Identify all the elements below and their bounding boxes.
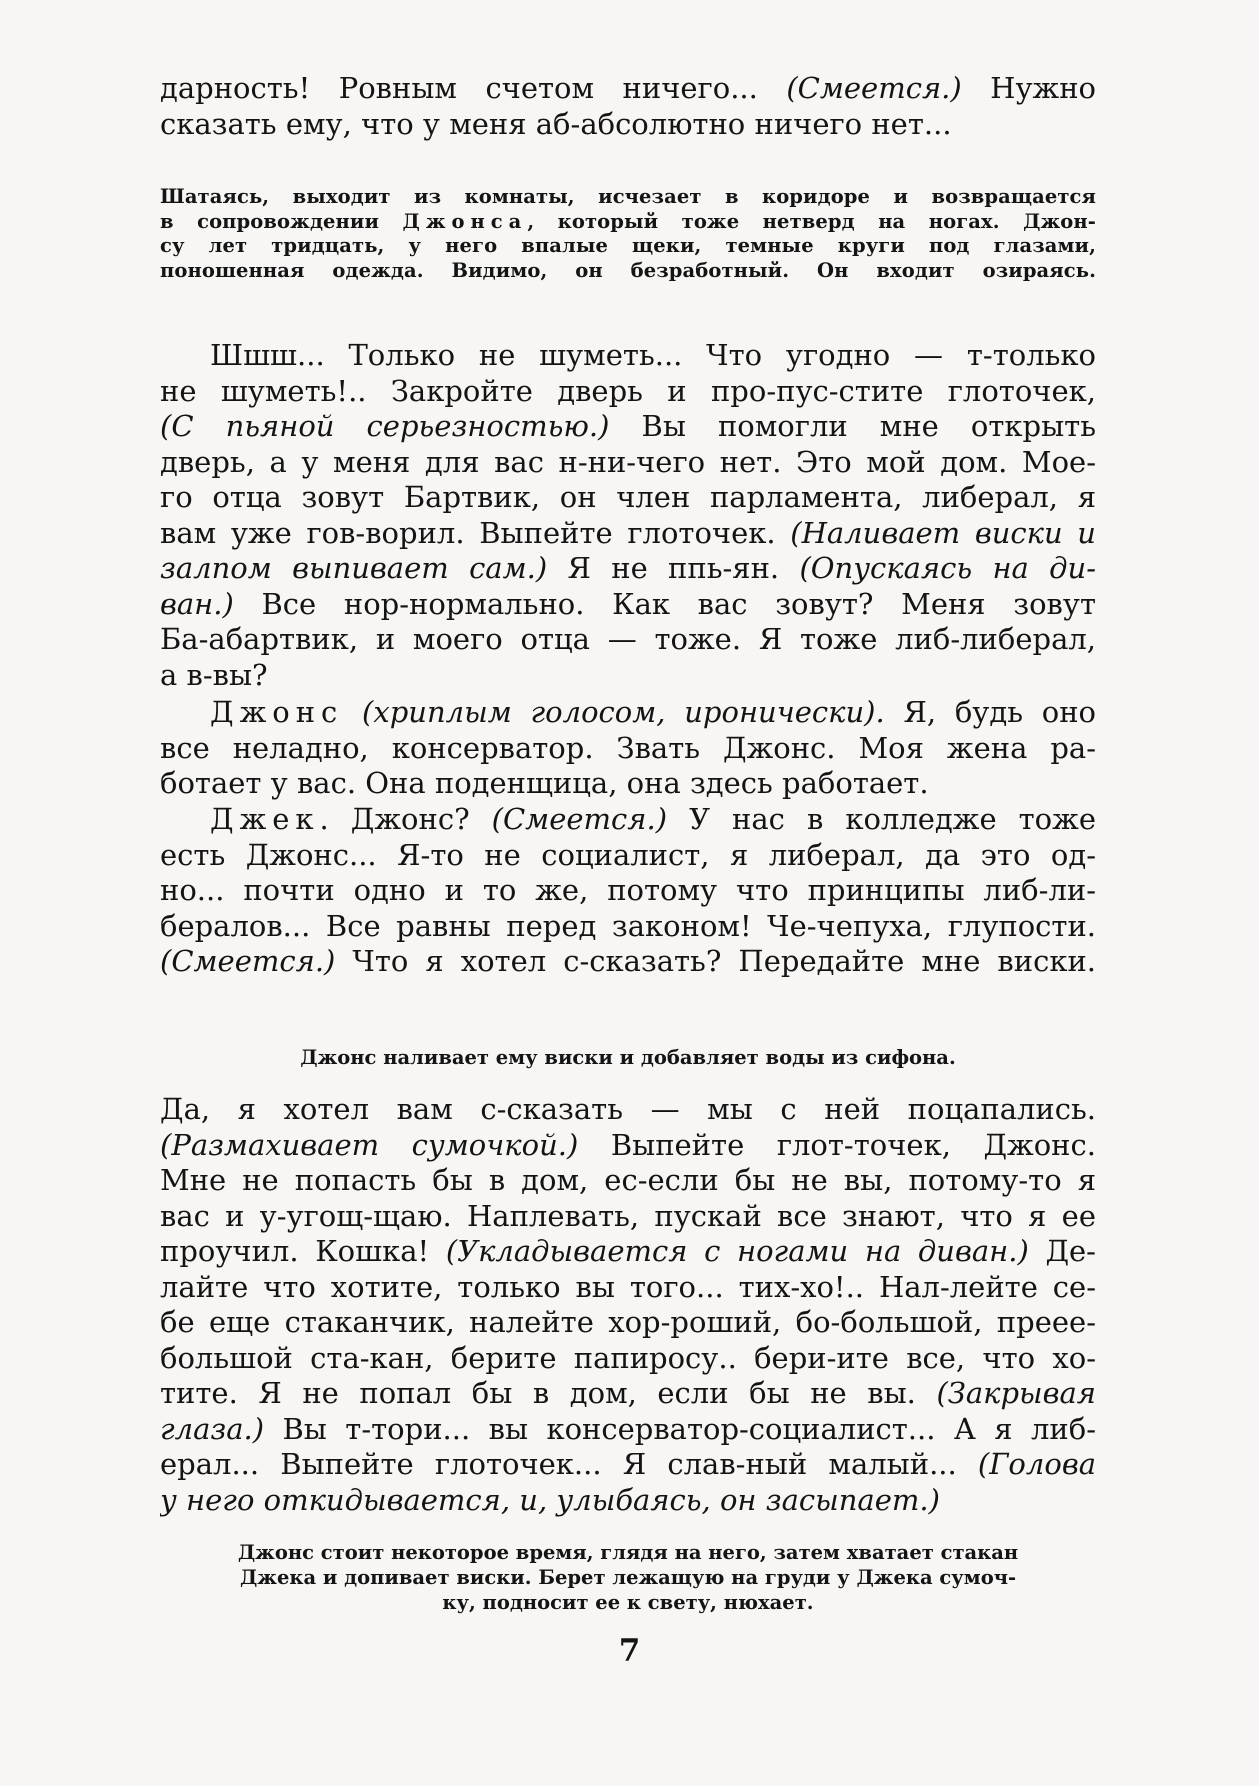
text-line: ку, подносит ее к свету, нюхает.: [442, 1591, 814, 1614]
text-line: дверь, а у меня для вас н-ни-чего нет. Это мой дом. Мое-: [160, 444, 1096, 479]
text-line: у него откидывается, и, улыбаясь, он засыпает.): [160, 1482, 940, 1517]
text-line: бе еще стаканчик, налейте хор-роший, бо-большой, прeee-: [160, 1305, 1096, 1339]
text-line: Да, я хотел вам с-сказать — мы с ней поцапались.: [160, 1092, 1096, 1126]
text-line: Джонс стоит некоторое время, глядя на него, затем хватает стакан: [237, 1541, 1019, 1564]
text-line: в сопровождении Джонса, который тоже нетверд на ногах. Джон-: [160, 209, 1096, 233]
text-line: Шатаясь, выходит из комнаты, исчезает в коридоре и возвращается: [160, 185, 1096, 208]
text-line: большой ста-кан, берите папиросу.. бери-ите все, что хо-: [160, 1340, 1096, 1375]
paragraph-2: [160, 338, 1096, 693]
text-line: лайте что хотите, только вы того... тих-хо!.. Нал-лейте се-: [160, 1269, 1096, 1304]
text-line: не шуметь!.. Закройте дверь и про-пус-стите глоточек,: [160, 373, 1096, 408]
text-line: ботает у вас. Она поденщица, она здесь работает.: [160, 766, 929, 800]
text-line: все неладно, консерватор. Звать Джонс. Моя жена ра-: [160, 730, 1096, 765]
text-line: вас и у-угощ-щаю. Наплевать, пускай все знают, что я ее: [160, 1198, 1096, 1233]
text-line: бералов... Все равны перед законом! Че-чепуха, глупости.: [160, 908, 1096, 943]
text-line: вам уже гов-ворил. Выпейте глоточек. (Наливает виски и: [160, 515, 1096, 550]
text-line: проучил. Кошка! (Укладывается с ногами на диван.) Де-: [160, 1234, 1096, 1268]
text-line: Шшш... Только не шуметь... Что угодно — т-только: [210, 338, 1096, 372]
text-line: а в-вы?: [160, 657, 268, 692]
text-line: есть Джонс... Я-то не социалист, я либерал, да это од-: [160, 837, 1096, 872]
stage-direction-3: [160, 1540, 1096, 1615]
text-line: Ба-абартвик, и моего отца — тоже. Я тоже либ-либерал,: [160, 622, 1096, 656]
character-name: Джонса: [402, 209, 528, 233]
text-line: Джонс наливает ему виски и добавляет воды из сифона.: [300, 1046, 956, 1069]
paragraph-4: [160, 802, 1096, 980]
page-number: 7: [618, 1633, 641, 1669]
text-line: глаза.) Вы т-тори... вы консерватор-социалист... А я либ-: [160, 1411, 1096, 1446]
text-line: ван.) Все нор-нормально. Как вас зовут? Меня зовут: [160, 586, 1096, 621]
text-line: сказать ему, что у меня аб-абсолютно ничего нет...: [160, 106, 952, 141]
text-line: Мне не попасть бы в дом, ес-если бы не вы, потому-то я: [160, 1163, 1096, 1197]
stage-direction-2: [160, 1045, 1096, 1070]
character-name: Джонс: [210, 695, 344, 729]
text-line: (С пьяной серьезностью.) Вы помогли мне открыть: [160, 409, 1096, 443]
text-line: Джека и допивает виски. Берет лежащую на груди у Джека сумоч-: [239, 1566, 1017, 1589]
text-line: Джонс (хриплым голосом, иронически). Я, будь оно: [210, 695, 1096, 729]
text-line: залпом выпивает сам.) Я не ппь-ян. (Опускаясь на ди-: [160, 551, 1096, 585]
text-line: Джек. Джонс? (Смеется.) У нас в колледже тоже: [210, 802, 1096, 836]
text-line: го отца зовут Бартвик, он член парламента, либерал, я: [160, 480, 1096, 514]
text-line: ерал... Выпейте глоточек... Я слав-ный малый... (Голова: [160, 1447, 1096, 1481]
paragraph-1: [160, 71, 1096, 142]
paragraph-3: [160, 695, 1096, 802]
stage-direction-1: [160, 185, 1096, 283]
paragraph-5: [160, 1092, 1096, 1518]
text-line: но... почти одно и то же, потому что принципы либ-ли-: [160, 873, 1096, 907]
text-line: (Размахивает сумочкой.) Выпейте глот-точек, Джонс.: [160, 1127, 1096, 1162]
text-line: су лет тридцать, у него впалые щеки, темные круги под глазами,: [160, 234, 1096, 258]
character-name: Джек: [210, 802, 320, 836]
text-line: дарность! Ровным счетом ничего... (Смеется.) Нужно: [160, 71, 1096, 105]
text-line: поношенная одежда. Видимо, он безработный. Он входит озираясь.: [160, 258, 1096, 282]
text-line: (Смеется.) Что я хотел с-сказать? Передайте мне виски.: [160, 944, 1096, 978]
text-line: тите. Я не попал бы в дом, если бы не вы. (Закрывая: [160, 1376, 1096, 1410]
